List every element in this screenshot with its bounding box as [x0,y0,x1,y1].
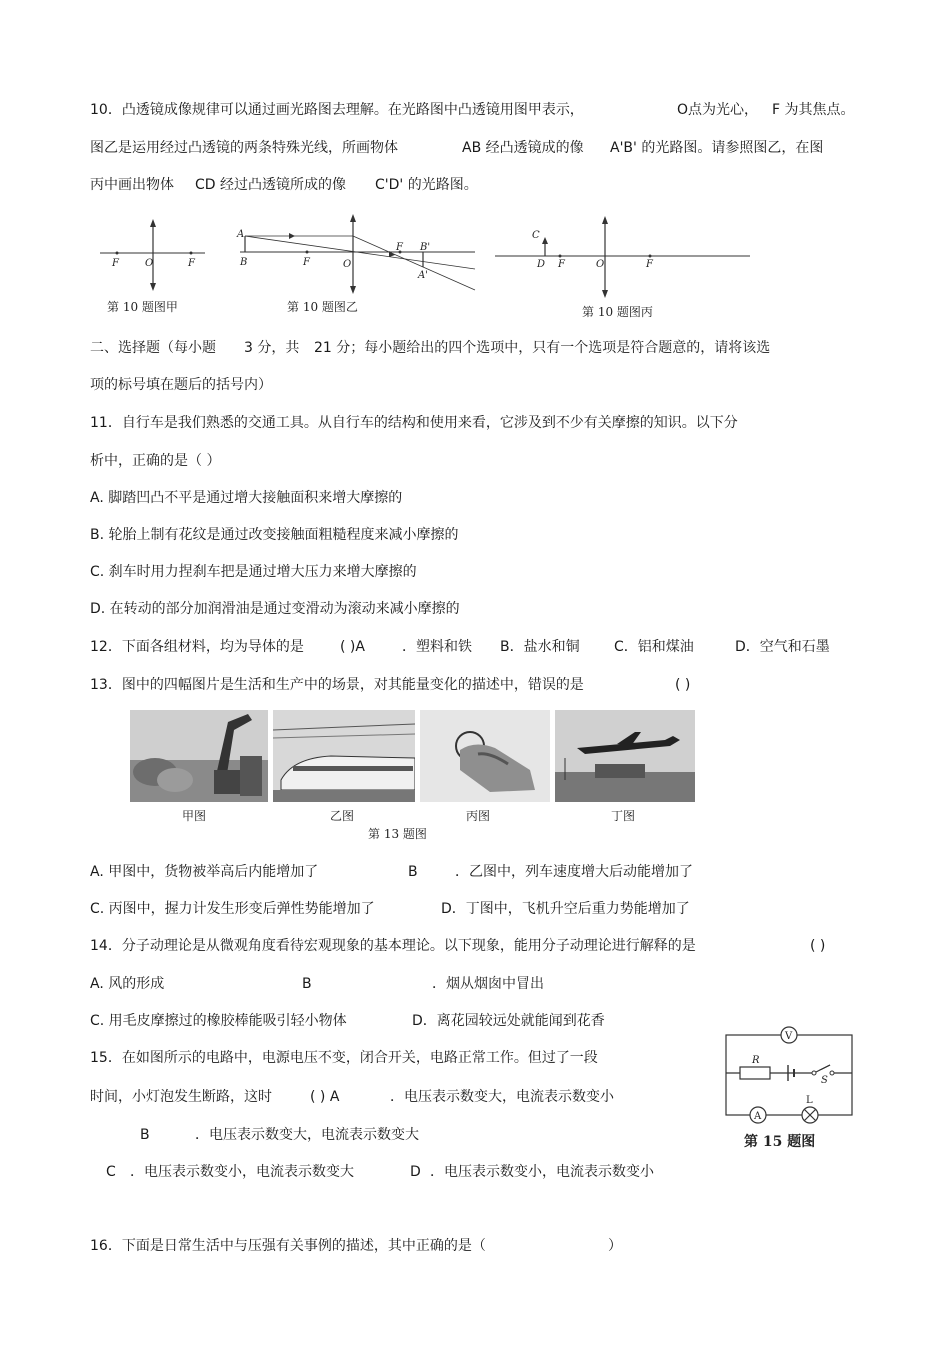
q11-stem-line1: 11．自行车是我们熟悉的交通工具。从自行车的结构和使用来看，它涉及到不少有关摩擦的知识。以下分 [90,415,738,431]
fig13 [130,710,695,848]
fig15-l-label: L [806,1095,813,1106]
fig13-photo-bing [420,710,550,802]
q15-option-d: ．电压表示数变小，电流表示数变小 [430,1164,654,1180]
q11-option-b: B. 轮胎上制有花纹是通过改变接触面粗糙程度来减小摩擦的 [90,527,459,543]
fig10-jia-f-left: F [112,258,119,269]
fig13-caption-yi: 乙图 [330,809,355,823]
resistor-r [740,1067,770,1079]
q13-option-b-label: B [408,864,418,880]
fig13-caption: 第 13 题图 [368,827,427,841]
section2-points: 3 分，共 [244,340,300,356]
fig13-photo-jia [130,710,268,802]
q13-option-a: A. 甲图中，货物被举高后内能增加了 [90,864,319,880]
q15-stem-line1: 15．在如图所示的电路中，电源电压不变，闭合开关，电路正常工作。但过了一段 [90,1050,598,1066]
q14-stem-text: 14．分子动理论是从微观角度看待宏观现象的基本理论。以下现象，能用分子动理论进行解释的是 [90,938,696,954]
fig15-caption: 第 15 题图 [744,1134,816,1150]
q14-option-d: D．离花园较远处就能闻到花香 [412,1013,605,1029]
fig10-yi-o: O [343,259,352,270]
fig13-caption-ding: 丁图 [611,809,636,823]
fig10-jia-caption: 第 10 题图甲 [107,300,178,314]
fig15-v-label: V [785,1031,793,1042]
q10-line2-text: 图乙是运用经过凸透镜的两条特殊光线，所画物体 [90,140,398,156]
q12-stem: 12．下面各组材料，均为导体的是 [90,639,304,655]
q11-option-c: C. 刹车时用力捏刹车把是通过增大压力来增大摩擦的 [90,564,417,580]
fig10-yi-f-left: F [303,257,310,268]
q10-line3-cd: CD 经过凸透镜所成的像 [195,177,347,193]
q15-option-b-label: B [140,1127,150,1143]
fig10-yi-b: B [240,257,248,268]
q10-line3-image: C'D' 的光路图。 [375,177,478,193]
fig10-bing-o: O [596,259,605,270]
fig13-caption-jia: 甲图 [182,809,207,823]
fig15-circuit [718,1025,860,1153]
q12-paren: ( )A [340,639,365,655]
q14-option-c: C. 用毛皮摩擦过的橡胶棒能吸引轻小物体 [90,1013,347,1029]
q11-option-a: A. 脚踏凹凸不平是通过增大接触面积来增大摩擦的 [90,490,403,506]
fig13-photo-ding [555,710,695,802]
fig10-yi-a: A [237,229,245,240]
q12-option-d: D．空气和石墨 [735,639,830,655]
q10-line2-image: A'B' 的光路图。请参照图乙，在图 [610,140,824,156]
q13-option-d: D．丁图中，飞机升空后重力势能增加了 [441,901,690,917]
q16-stem-text: 16．下面是日常生活中与压强有关事例的描述，其中正确的是（ [90,1238,486,1254]
q10-line1-text: 10．凸透镜成像规律可以通过画光路图去理解。在光路图中凸透镜用图甲表示， [90,102,584,118]
q11-stem-line2: 析中，正确的是（ ） [90,453,221,469]
fig10-jia [95,215,210,320]
section2-title: 二、选择题（每小题 [90,340,216,356]
q13-option-b: ．乙图中，列车速度增大后动能增加了 [455,864,693,880]
fig10-yi-a-img: A' [418,270,428,281]
q15-paren: ( ) A [310,1089,340,1105]
fig10-jia-o: O [145,258,154,269]
q10-line2-ab: AB 经凸透镜成的像 [462,140,584,156]
fig10-bing-d: D [537,259,546,270]
q10-optical-center-text: O点为光心， [677,102,759,118]
q14-option-b-label: B [302,976,312,992]
q13-paren: ( ) [675,677,691,693]
q15-option-a: ．电压表示数变大，电流表示数变小 [390,1089,614,1105]
fig13-caption-bing: 丙图 [466,809,491,823]
q14-paren: ( ) [810,938,826,954]
fig13-photo-yi [273,710,415,802]
q10-focus-text: F 为其焦点。 [772,102,855,118]
q15-stem-text: 时间，小灯泡发生断路，这时 [90,1089,272,1105]
fig10-jia-f-right: F [188,258,195,269]
fig10-bing-c: C [532,230,540,241]
q12-option-a: ．塑料和铁 [402,639,472,655]
fig10-bing-f-left: F [558,259,565,270]
section2-line2: 项的标号填在题后的括号内） [90,377,272,393]
fig10-bing [490,212,755,324]
q15-option-c: ．电压表示数变小，电流表示数变大 [130,1164,354,1180]
fig10-yi-f-right: F [396,242,403,253]
fig10-bing-f-right: F [646,259,653,270]
q15-option-b: ．电压表示数变大，电流表示数变大 [195,1127,419,1143]
q14-option-a: A. 风的形成 [90,976,165,992]
fig10-yi [235,210,480,322]
q13-stem-text: 13．图中的四幅图片是生活和生产中的场景，对其能量变化的描述中，错误的是 [90,677,584,693]
q12-option-b: B．盐水和铜 [500,639,580,655]
fig13-captions [130,804,695,848]
fig10-bing-caption: 第 10 题图丙 [582,305,653,319]
section2-instructions: 21 分；每小题给出的四个选项中，只有一个选项是符合题意的，请将该选 [314,340,771,356]
q16-paren-close: ） [608,1238,622,1254]
fig10-yi-b-img: B' [420,242,431,253]
fig15-a-label: A [754,1111,762,1122]
fig10-yi-caption: 第 10 题图乙 [287,300,358,314]
q12-option-c: C．铝和煤油 [614,639,694,655]
q10-line3-text: 丙中画出物体 [90,177,174,193]
q13-option-c: C. 丙图中，握力计发生形变后弹性势能增加了 [90,901,375,917]
q15-option-d-label: D [410,1164,421,1180]
q11-option-d: D. 在转动的部分加润滑油是通过变滑动为滚动来减小摩擦的 [90,601,460,617]
fig15-s-label: S [821,1075,828,1086]
q15-option-c-label: C [106,1164,116,1180]
q14-option-b: ．烟从烟囱中冒出 [432,976,544,992]
fig15-r-label: R [752,1055,760,1066]
